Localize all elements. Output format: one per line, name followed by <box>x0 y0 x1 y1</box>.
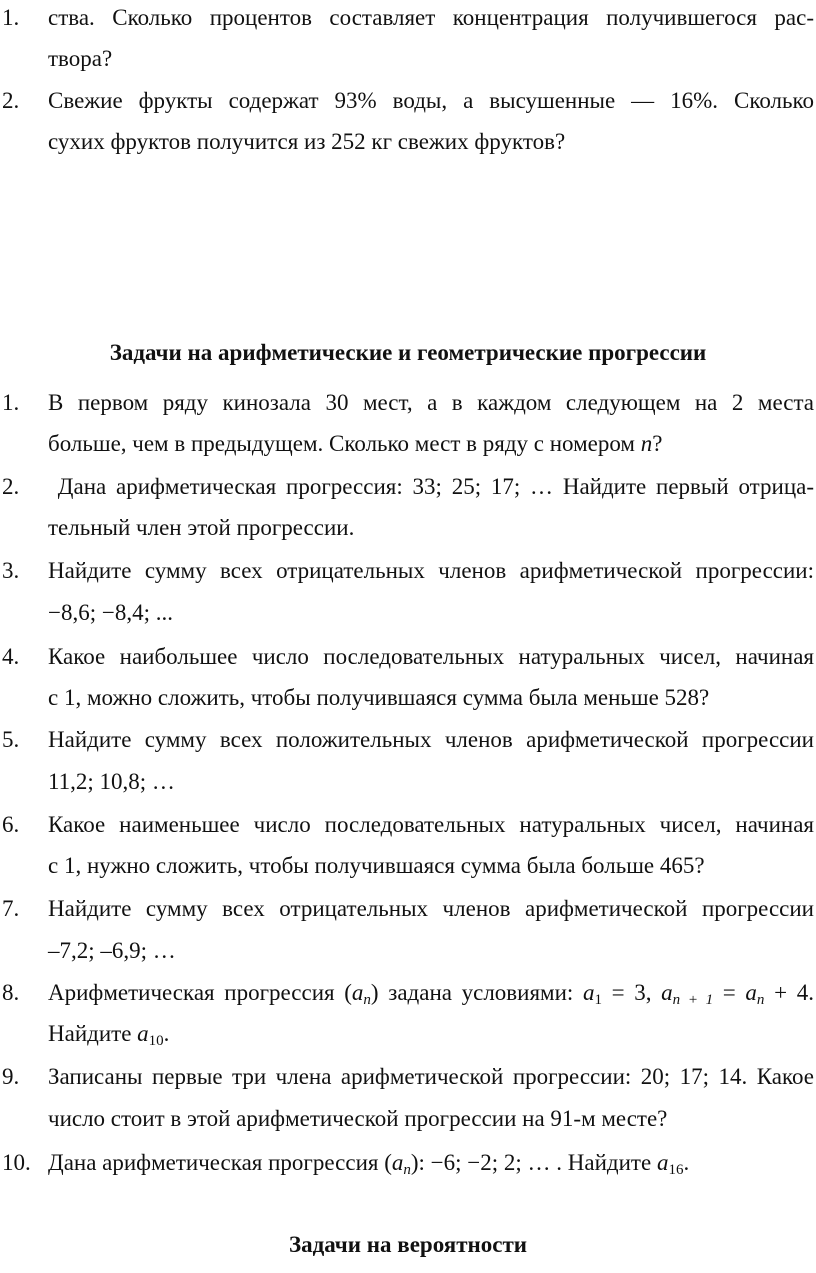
item-number: 9. <box>2 1064 20 1089</box>
item-line: Какое наименьшее число последовательных натуральных чисел, начиная <box>48 812 814 837</box>
item-line: Записаны первые три члена арифметической прогрессии: 20; 17; 14. Какое <box>48 1064 814 1089</box>
item-number: 5. <box>2 727 20 752</box>
item-line: Арифметическая прогрессия $(a_n)$ задана условиями: $a_1 = 3$, $a_{n + 1} = a_n + 4$. <box>48 980 814 1008</box>
item-line: с 1, можно сложить, чтобы получившаяся сумма была меньше 528? <box>48 685 710 710</box>
item-line: число стоит в этой арифметической прогрессии на 91-м месте? <box>48 1106 668 1131</box>
item-line: Найдите сумму всех отрицательных членов арифметической прогрессии <box>48 896 814 921</box>
item-line: больше, чем в предыдущем. Сколько мест в ряду с номером n? <box>48 431 663 456</box>
item-line: с 1, нужно сложить, чтобы получившаяся сумма была больше 465? <box>48 853 705 878</box>
section-heading: Задачи на арифметические и геометрические прогрессии <box>109 340 707 365</box>
item-number: 2. <box>2 474 20 499</box>
item-line: Найдите сумму всех отрицательных членов арифметической прогрессии: <box>48 558 814 583</box>
item-number: 6. <box>2 812 20 837</box>
item-line: −8,6; −8,4; ... <box>48 600 173 625</box>
item-number: 8. <box>2 980 20 1005</box>
item-number: 3. <box>2 558 20 583</box>
item-line: Найдите $a_{10}$. <box>48 1021 170 1049</box>
item-line: тельный член этой прогрессии. <box>48 515 355 540</box>
item-number: 10. <box>2 1150 31 1175</box>
item-number: 4. <box>2 644 20 669</box>
item-line: Дана арифметическая прогрессия: 33; 25; 17; … Найдите первый отрица- <box>48 474 814 499</box>
item-line: Найдите сумму всех положительных членов арифметической прогрессии <box>48 727 814 752</box>
item-number: 7. <box>2 896 20 921</box>
item-line: Дана арифметическая прогрессия $(a_n)$: −6; −2; 2; … . Найдите $a_{16}$. <box>48 1150 690 1178</box>
section-heading: Задачи на вероятности <box>288 1232 528 1257</box>
item-number: 1. <box>2 390 20 415</box>
item-line: ства. Сколько процентов составляет концентрация получившегося рас- <box>48 5 814 30</box>
item-number: 2. <box>2 88 20 113</box>
item-line: сухих фруктов получится из 252 кг свежих фруктов? <box>48 129 566 154</box>
item-line: Какое наибольшее число последовательных натуральных чисел, начиная <box>48 644 814 669</box>
item-line: твора? <box>48 46 113 71</box>
item-number: 1. <box>2 5 20 30</box>
item-line: –7,2; –6,9; … <box>48 938 176 963</box>
item-line: 11,2; 10,8; … <box>48 769 175 794</box>
item-line: В первом ряду кинозала 30 мест, а в каждом следующем на 2 места <box>48 390 814 415</box>
item-line: Свежие фрукты содержат 93% воды, а высушенные — 16%. Сколько <box>48 88 814 113</box>
